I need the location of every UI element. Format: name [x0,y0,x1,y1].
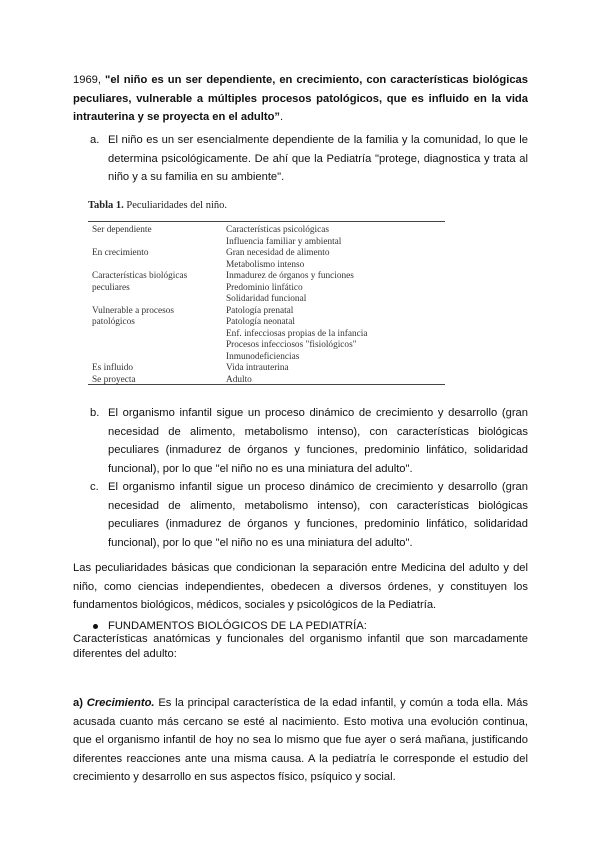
table-col2-cell: Influencia familiar y ambiental [226,236,342,247]
intro-year: 1969, [73,74,106,86]
table-col2-cell: Predominio linfático [226,282,303,293]
table-caption [88,200,227,211]
table-col2-cell: Patología prenatal [226,305,294,316]
list-item-a [90,131,528,187]
list-item-c [90,478,528,552]
bullet-dot-icon [93,624,98,629]
table-col2-cell: Adulto [226,374,252,385]
table-col2-cell: Características psicológicas [226,225,330,235]
table-bottom-rule [88,384,445,385]
intro-quote: "el niño es un ser dependiente, en crecimiento, con características biológicas peculiares, vulnerable a múltiples procesos patológicos, que es influido en la vida intrauterina y se proyecta en el adulto” [73,74,528,123]
intro-paragraph [73,71,528,127]
crecimiento-label: a) [73,697,87,709]
intro-section-paragraph: Las peculiaridades básicas que condicionan la separación entre Medicina del adulto y del niño, como ciencias independientes, obedecen a diversos órdenes, y constituyen los fundamentos biológicos, médicos, sociales y psicológicos de la Pediatría. [73,562,528,611]
list-marker-c: c. [90,481,99,493]
table-col1-cell: patológicos [92,317,135,327]
table-col2-cell: Inmunodeficiencias [226,351,300,362]
table-top-rule [88,221,445,222]
table-caption-text: Peculiaridades del niño. [123,200,228,211]
list-text-c: El organismo infantil sigue un proceso dinámico de crecimiento y desarrollo (gran necesidad de alimento, metabolismo intenso), con características biológicas peculiares (inmadurez de órganos y funciones, predominio linfático, solidaridad funcional), por lo que "el niño no es una miniatura del adulto". [108,481,528,549]
table-col1-cell: peculiares [92,282,130,293]
crecimiento-paragraph [73,694,528,787]
table-col1-cell: Ser dependiente [92,225,152,235]
list-item-b [90,404,528,478]
table-col2-cell: Metabolismo intenso [226,259,305,270]
table-col2-cell: Gran necesidad de alimento [226,248,330,258]
table-col2-cell: Inmadurez de órganos y funciones [226,271,354,281]
table-col1-cell: Características biológicas [92,271,188,281]
table-col2-cell: Vida intrauterina [226,363,289,373]
peculiarities-table [88,221,445,385]
crecimiento-title: Crecimiento. [86,697,155,709]
list-text-a: El niño es un ser esencialmente dependiente de la familia y la comunidad, lo que le determina psicológicamente. De ahí que la Pediatría "protege, diagnostica y trata al niño y a su familia en su ambiente". [108,134,528,183]
table-col1-cell: Vulnerable a procesos [92,305,175,316]
table-col2-cell: Patología neonatal [226,317,295,327]
section-heading: FUNDAMENTOS BIOLÓGICOS DE LA PEDIATRÍA: [108,620,367,632]
table-col1-cell: En crecimiento [92,248,149,258]
table-caption-label: Tabla 1. [88,200,124,211]
intro-end: . [280,111,284,123]
table-col1-cell: Se proyecta [92,374,136,385]
table-col1-cell: Es influido [92,363,134,373]
table-col2-cell: Procesos infecciosos "fisiológicos" [226,340,357,350]
list-marker-a: a. [90,134,100,146]
list-marker-b: b. [90,407,100,419]
list-text-b: El organismo infantil sigue un proceso dinámico de crecimiento y desarrollo (gran necesidad de alimento, metabolismo intenso), con características biológicas peculiares (inmadurez de órganos y funciones, predominio linfático, solidaridad funcional), por lo que "el niño no es una miniatura del adulto". [108,407,528,475]
table-col2-cell: Solidaridad funcional [226,294,307,304]
fundamentos-paragraph: Características anatómicas y funcionales del organismo infantil que son marcadamente diferentes del adulto: [73,633,528,660]
table-col2-cell: Enf. infecciosas propias de la infancia [226,328,368,339]
crecimiento-text: Es la principal característica de la edad infantil, y común a toda ella. Más acusada cuanto más cercano se esté al nacimiento. Esto motiva una evolución continua, que el organismo infantil de hoy no sea lo mismo que fue ayer o será mañana, justificando diferentes reacciones ante una misma causa. A la pediatría le corresponde el estudio del crecimiento y desarrollo en sus aspectos físico, psíquico y social. [73,697,528,783]
